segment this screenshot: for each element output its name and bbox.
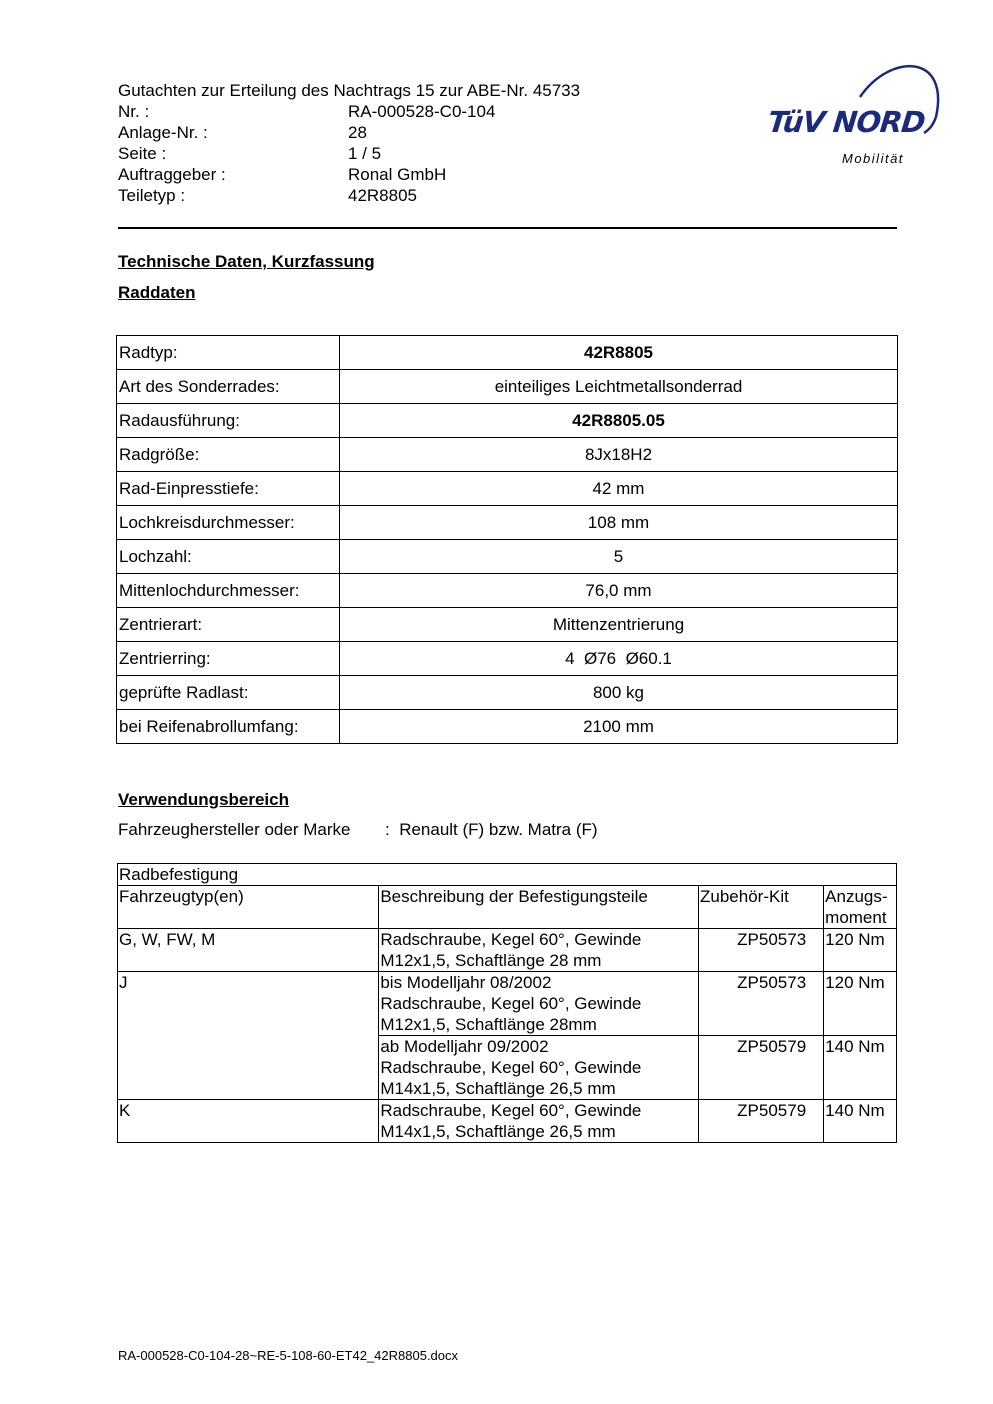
desc-line: M12x1,5, Schaftlänge 28mm bbox=[380, 1015, 597, 1034]
header-field-teiletyp bbox=[118, 185, 580, 206]
column-header: Zubehör-Kit bbox=[699, 886, 824, 929]
cell-moment: 140 Nm bbox=[824, 1100, 897, 1143]
table-title: Radbefestigung bbox=[118, 864, 897, 886]
hersteller-separator: : bbox=[385, 820, 390, 839]
raddaten-label: Radgröße: bbox=[117, 438, 340, 472]
cell-desc bbox=[379, 1100, 699, 1143]
raddaten-value: Mittenzentrierung bbox=[340, 608, 898, 642]
raddaten-label: Radtyp: bbox=[117, 336, 340, 370]
header-field-anlage bbox=[118, 122, 580, 143]
table-row bbox=[117, 438, 898, 472]
table-row bbox=[117, 608, 898, 642]
cell-desc bbox=[379, 929, 699, 972]
document-header bbox=[118, 80, 580, 206]
hersteller-line bbox=[118, 820, 598, 840]
table-row bbox=[118, 929, 897, 972]
cell-kit: ZP50579 bbox=[699, 1100, 824, 1143]
header-label: Auftraggeber : bbox=[118, 165, 226, 184]
section-heading-raddaten: Raddaten bbox=[118, 283, 196, 302]
desc-line: Radschraube, Kegel 60°, Gewinde bbox=[380, 930, 642, 949]
table-row bbox=[117, 540, 898, 574]
header-value: Ronal GmbH bbox=[348, 165, 447, 184]
cell-typ: K bbox=[118, 1100, 379, 1143]
cell-kit: ZP50573 bbox=[699, 972, 824, 1036]
tuev-nord-logo bbox=[760, 55, 945, 175]
raddaten-value: 42 mm bbox=[340, 472, 898, 506]
cell-typ: G, W, FW, M bbox=[118, 929, 379, 972]
table-header-row bbox=[118, 886, 897, 929]
logo-subtitle: Mobilität bbox=[842, 151, 904, 166]
header-label: Teiletyp : bbox=[118, 186, 186, 205]
raddaten-label: Zentrierring: bbox=[117, 642, 340, 676]
raddaten-value: 42R8805.05 bbox=[340, 404, 898, 438]
raddaten-label: Zentrierart: bbox=[117, 608, 340, 642]
desc-line: ab Modelljahr 09/2002 bbox=[380, 1037, 549, 1056]
header-field-auftraggeber bbox=[118, 164, 580, 185]
cell-desc bbox=[379, 1036, 699, 1100]
raddaten-label: geprüfte Radlast: bbox=[117, 676, 340, 710]
section-heading-verwendung: Verwendungsbereich bbox=[118, 790, 289, 809]
table-row bbox=[117, 336, 898, 370]
raddaten-value: 4 Ø76 Ø60.1 bbox=[340, 642, 898, 676]
raddaten-value: 76,0 mm bbox=[340, 574, 898, 608]
raddaten-label: bei Reifenabrollumfang: bbox=[117, 710, 340, 744]
raddaten-table bbox=[116, 335, 898, 744]
table-row bbox=[117, 710, 898, 744]
hersteller-label: Fahrzeughersteller oder Marke bbox=[118, 820, 351, 839]
header-label: Seite : bbox=[118, 144, 167, 163]
header-divider bbox=[118, 227, 897, 229]
cell-moment: 140 Nm bbox=[824, 1036, 897, 1100]
table-title-row bbox=[118, 864, 897, 886]
raddaten-value: 42R8805 bbox=[340, 336, 898, 370]
desc-line: M12x1,5, Schaftlänge 28 mm bbox=[380, 951, 602, 970]
header-label: Nr. : bbox=[118, 102, 150, 121]
radbefestigung-table bbox=[117, 863, 897, 1143]
header-value: 28 bbox=[348, 123, 367, 142]
table-row bbox=[117, 370, 898, 404]
table-row bbox=[117, 642, 898, 676]
column-header: Beschreibung der Befestigungsteile bbox=[379, 886, 699, 929]
logo-brand-text: TüV NORD bbox=[766, 105, 927, 139]
table-row bbox=[117, 404, 898, 438]
header-title: Gutachten zur Erteilung des Nachtrags 15 zur ABE-Nr. 45733 bbox=[118, 81, 581, 100]
desc-line: M14x1,5, Schaftlänge 26,5 mm bbox=[380, 1122, 616, 1141]
table-row bbox=[117, 506, 898, 540]
raddaten-label: Radausführung: bbox=[117, 404, 340, 438]
raddaten-value: 800 kg bbox=[340, 676, 898, 710]
column-header-part: Anzugs-moment bbox=[825, 887, 888, 927]
raddaten-value: einteiliges Leichtmetallsonderrad bbox=[340, 370, 898, 404]
cell-typ bbox=[118, 1036, 379, 1100]
raddaten-value: 5 bbox=[340, 540, 898, 574]
desc-line: Radschraube, Kegel 60°, Gewinde bbox=[380, 994, 642, 1013]
desc-line: Radschraube, Kegel 60°, Gewinde bbox=[380, 1101, 642, 1120]
cell-typ: J bbox=[118, 972, 379, 1036]
table-row bbox=[117, 676, 898, 710]
desc-line: M14x1,5, Schaftlänge 26,5 mm bbox=[380, 1079, 616, 1098]
header-field-seite bbox=[118, 143, 580, 164]
raddaten-label: Lochkreisdurchmesser: bbox=[117, 506, 340, 540]
table-row bbox=[118, 1100, 897, 1143]
header-field-nr bbox=[118, 101, 580, 122]
desc-line: Radschraube, Kegel 60°, Gewinde bbox=[380, 1058, 642, 1077]
section-heading-tech: Technische Daten, Kurzfassung bbox=[118, 252, 375, 271]
column-header: Fahrzeugtyp(en) bbox=[118, 886, 379, 929]
cell-kit: ZP50573 bbox=[699, 929, 824, 972]
cell-moment: 120 Nm bbox=[824, 972, 897, 1036]
raddaten-value: 8Jx18H2 bbox=[340, 438, 898, 472]
hersteller-value: Renault (F) bzw. Matra (F) bbox=[399, 820, 598, 839]
raddaten-label: Art des Sonderrades: bbox=[117, 370, 340, 404]
header-value: 42R8805 bbox=[348, 186, 418, 205]
raddaten-value: 108 mm bbox=[340, 506, 898, 540]
header-value: 1 / 5 bbox=[348, 144, 382, 163]
footer-filename: RA-000528-C0-104-28~RE-5-108-60-ET42_42R8805.docx bbox=[118, 1348, 459, 1363]
cell-desc bbox=[379, 972, 699, 1036]
table-row bbox=[118, 1036, 897, 1100]
table-row bbox=[117, 472, 898, 506]
raddaten-label: Rad-Einpresstiefe: bbox=[117, 472, 340, 506]
raddaten-label: Mittenlochdurchmesser: bbox=[117, 574, 340, 608]
cell-kit: ZP50579 bbox=[699, 1036, 824, 1100]
table-row bbox=[118, 972, 897, 1036]
column-header bbox=[824, 886, 897, 929]
raddaten-value: 2100 mm bbox=[340, 710, 898, 744]
header-value: RA-000528-C0-104 bbox=[348, 102, 496, 121]
header-label: Anlage-Nr. : bbox=[118, 123, 208, 142]
cell-moment: 120 Nm bbox=[824, 929, 897, 972]
desc-line: bis Modelljahr 08/2002 bbox=[380, 973, 552, 992]
table-row bbox=[117, 574, 898, 608]
raddaten-label: Lochzahl: bbox=[117, 540, 340, 574]
